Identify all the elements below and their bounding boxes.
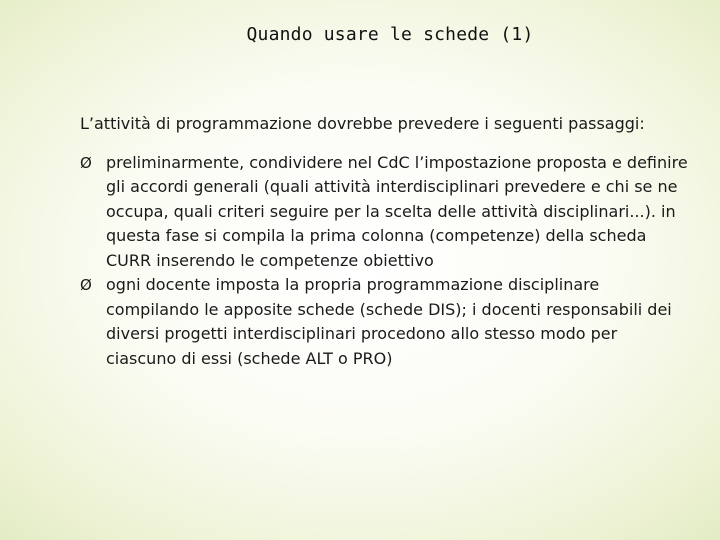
list-item-text: ogni docente imposta la propria programmazione disciplinare compilando le apposite schede (schede DIS); i docenti responsabili dei diversi progetti interdisciplinari procedono allo stesso modo per ciascuno di essi (schede ALT o PRO) bbox=[106, 275, 672, 368]
slide-content bbox=[80, 112, 690, 371]
list-item bbox=[80, 151, 690, 274]
arrow-bullet-icon: Ø bbox=[80, 276, 92, 294]
list-item-text: preliminarmente, condividere nel CdC l’impostazione proposta e definire gli accordi generali (quali attività interdisciplinari prevedere e chi se ne occupa, quali criteri seguire per la scelta delle attività disciplinari...). in questa fase si compila la prima colonna (competenze) della scheda CURR inserendo le competenze obiettivo bbox=[106, 152, 688, 270]
slide-title: Quando usare le schede (1) bbox=[246, 24, 534, 45]
bullet-list bbox=[80, 151, 690, 372]
intro-text: L’attività di programmazione dovrebbe prevedere i seguenti passaggi: bbox=[80, 114, 645, 133]
arrow-bullet-icon: Ø bbox=[80, 153, 92, 172]
list-item bbox=[80, 273, 690, 371]
